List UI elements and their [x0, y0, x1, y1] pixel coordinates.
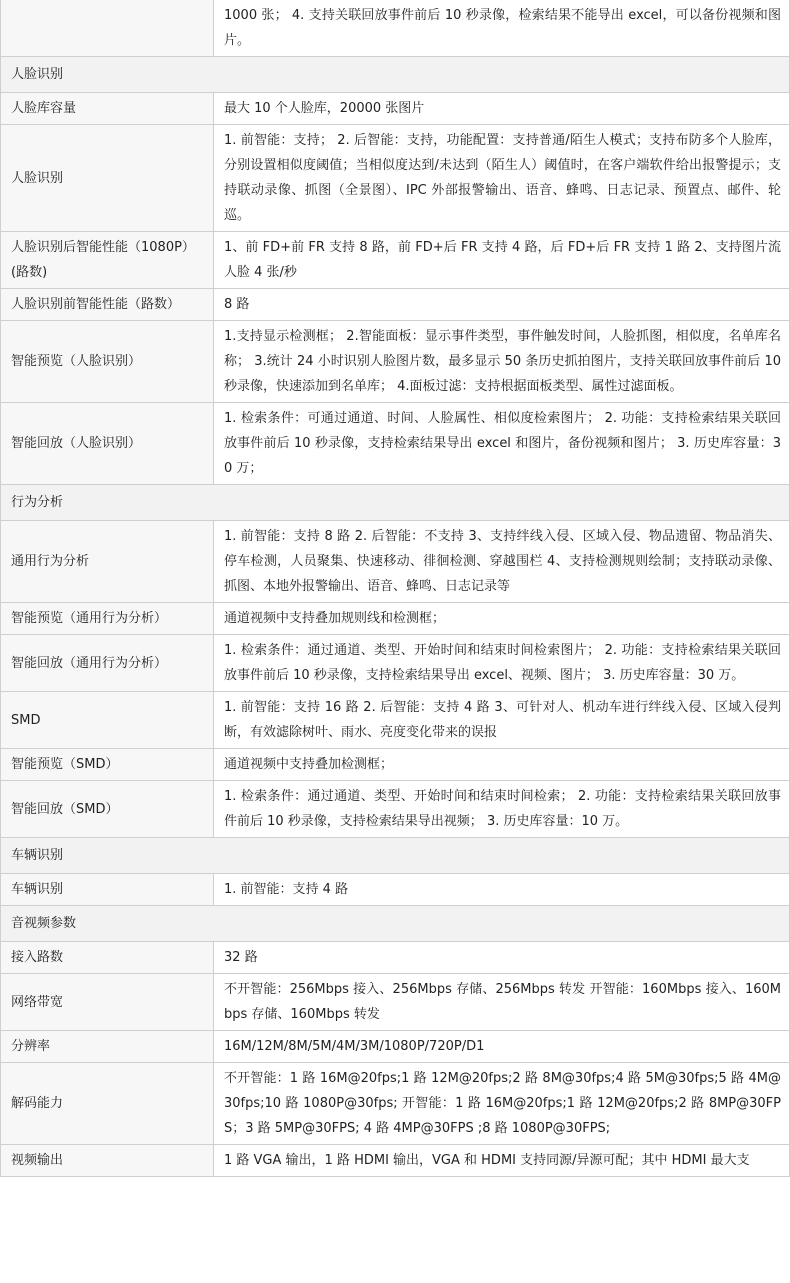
- spec-label: 解码能力: [1, 1063, 214, 1145]
- spec-row: [1, 521, 790, 603]
- spec-value: 最大 10 个人脸库，20000 张图片: [214, 93, 790, 125]
- section-title: 人脸识别: [1, 57, 790, 93]
- spec-row: [1, 749, 790, 781]
- spec-value: 不开智能：1 路 16M@20fps;1 路 12M@20fps;2 路 8M@30fps;4 路 5M@30fps;5 路 4M@30fps;10 路 1080P@30fps; 开智能：1 路 16M@20fps;1 路 12M@20fps;2 路 8MP@30FPS；3 路 5MP@30FPS; 4 路 4MP@30FPS ;8 路 1080P@30FPS;: [214, 1063, 790, 1145]
- spec-label: 视频输出: [1, 1145, 214, 1177]
- spec-value: 1.支持显示检测框； 2.智能面板：显示事件类型，事件触发时间，人脸抓图，相似度，名单库名称； 3.统计 24 小时识别人脸图片数，最多显示 50 条历史抓拍图片，支持关联回放事件前后 10 秒录像，快速添加到名单库； 4.面板过滤：支持根据面板类型、属性过滤面板。: [214, 321, 790, 403]
- spec-row: [1, 0, 790, 57]
- spec-row: [1, 289, 790, 321]
- spec-row: [1, 874, 790, 906]
- section-title: 音视频参数: [1, 906, 790, 942]
- section-header-row: [1, 906, 790, 942]
- section-header-row: [1, 57, 790, 93]
- spec-value: 1000 张； 4. 支持关联回放事件前后 10 秒录像，检索结果不能导出 excel，可以备份视频和图片。: [214, 0, 790, 57]
- spec-label: 人脸识别后智能性能（1080P）(路数): [1, 232, 214, 289]
- spec-row: [1, 125, 790, 232]
- spec-row: [1, 942, 790, 974]
- spec-label: SMD: [1, 692, 214, 749]
- spec-row: [1, 321, 790, 403]
- section-header-row: [1, 485, 790, 521]
- spec-label: 智能预览（通用行为分析）: [1, 603, 214, 635]
- spec-value: 1. 检索条件：可通过通道、时间、人脸属性、相似度检索图片； 2. 功能：支持检索结果关联回放事件前后 10 秒录像，支持检索结果导出 excel 和图片，备份视频和图片； 3. 历史库容量：30 万；: [214, 403, 790, 485]
- spec-value: 1. 前智能：支持 4 路: [214, 874, 790, 906]
- spec-row: [1, 1031, 790, 1063]
- spec-label: 分辨率: [1, 1031, 214, 1063]
- spec-label: 接入路数: [1, 942, 214, 974]
- spec-label: 人脸库容量: [1, 93, 214, 125]
- spec-label: 人脸识别前智能性能（路数）: [1, 289, 214, 321]
- spec-row: [1, 403, 790, 485]
- spec-row: [1, 781, 790, 838]
- spec-value: 1. 检索条件：通过通道、类型、开始时间和结束时间检索； 2. 功能：支持检索结果关联回放事件前后 10 秒录像，支持检索结果导出视频； 3. 历史库容量：10 万。: [214, 781, 790, 838]
- spec-value: 8 路: [214, 289, 790, 321]
- spec-row: [1, 232, 790, 289]
- section-title: 行为分析: [1, 485, 790, 521]
- spec-value: 32 路: [214, 942, 790, 974]
- spec-label: 智能预览（SMD）: [1, 749, 214, 781]
- section-header-row: [1, 838, 790, 874]
- spec-label: 智能回放（通用行为分析）: [1, 635, 214, 692]
- spec-label: 人脸识别: [1, 125, 214, 232]
- spec-value: 通道视频中支持叠加检测框；: [214, 749, 790, 781]
- spec-value: 1. 检索条件：通过通道、类型、开始时间和结束时间检索图片； 2. 功能：支持检索结果关联回放事件前后 10 秒录像，支持检索结果导出 excel、视频、图片； 3. 历史库容量：30 万。: [214, 635, 790, 692]
- spec-label: 智能回放（人脸识别）: [1, 403, 214, 485]
- spec-table-body: [1, 0, 790, 1177]
- spec-value: 16M/12M/8M/5M/4M/3M/1080P/720P/D1: [214, 1031, 790, 1063]
- spec-row: [1, 974, 790, 1031]
- spec-value: 不开智能：256Mbps 接入、256Mbps 存储、256Mbps 转发 开智能：160Mbps 接入、160Mbps 存储、160Mbps 转发: [214, 974, 790, 1031]
- spec-row: [1, 692, 790, 749]
- spec-row: [1, 603, 790, 635]
- spec-value: 通道视频中支持叠加规则线和检测框；: [214, 603, 790, 635]
- spec-row: [1, 635, 790, 692]
- section-title: 车辆识别: [1, 838, 790, 874]
- spec-value: 1 路 VGA 输出，1 路 HDMI 输出，VGA 和 HDMI 支持同源/异源可配；其中 HDMI 最大支: [214, 1145, 790, 1177]
- spec-label: 智能预览（人脸识别）: [1, 321, 214, 403]
- spec-value: 1、前 FD+前 FR 支持 8 路，前 FD+后 FR 支持 4 路，后 FD+后 FR 支持 1 路 2、支持图片流人脸 4 张/秒: [214, 232, 790, 289]
- spec-row: [1, 93, 790, 125]
- spec-label: 车辆识别: [1, 874, 214, 906]
- spec-label: 通用行为分析: [1, 521, 214, 603]
- spec-value: 1. 前智能：支持 8 路 2. 后智能：不支持 3、支持绊线入侵、区域入侵、物品遗留、物品消失、停车检测，人员聚集、快速移动、徘徊检测、穿越围栏 4、支持检测规则绘制；支持联动录像、抓图、本地外报警输出、语音、蜂鸣、日志记录等: [214, 521, 790, 603]
- spec-value: 1. 前智能：支持 16 路 2. 后智能：支持 4 路 3、可针对人、机动车进行绊线入侵、区域入侵判断，有效滤除树叶、雨水、亮度变化带来的误报: [214, 692, 790, 749]
- spec-value: 1. 前智能：支持； 2. 后智能：支持，功能配置：支持普通/陌生人模式；支持布防多个人脸库，分别设置相似度阈值；当相似度达到/未达到（陌生人）阈值时，在客户端软件给出报警提示；支持联动录像、抓图（全景图）、IPC 外部报警输出、语音、蜂鸣、日志记录、预置点、邮件、轮巡。: [214, 125, 790, 232]
- spec-row: [1, 1145, 790, 1177]
- spec-label: 网络带宽: [1, 974, 214, 1031]
- spec-row: [1, 1063, 790, 1145]
- spec-label: 智能回放（SMD）: [1, 781, 214, 838]
- spec-label: [1, 0, 214, 57]
